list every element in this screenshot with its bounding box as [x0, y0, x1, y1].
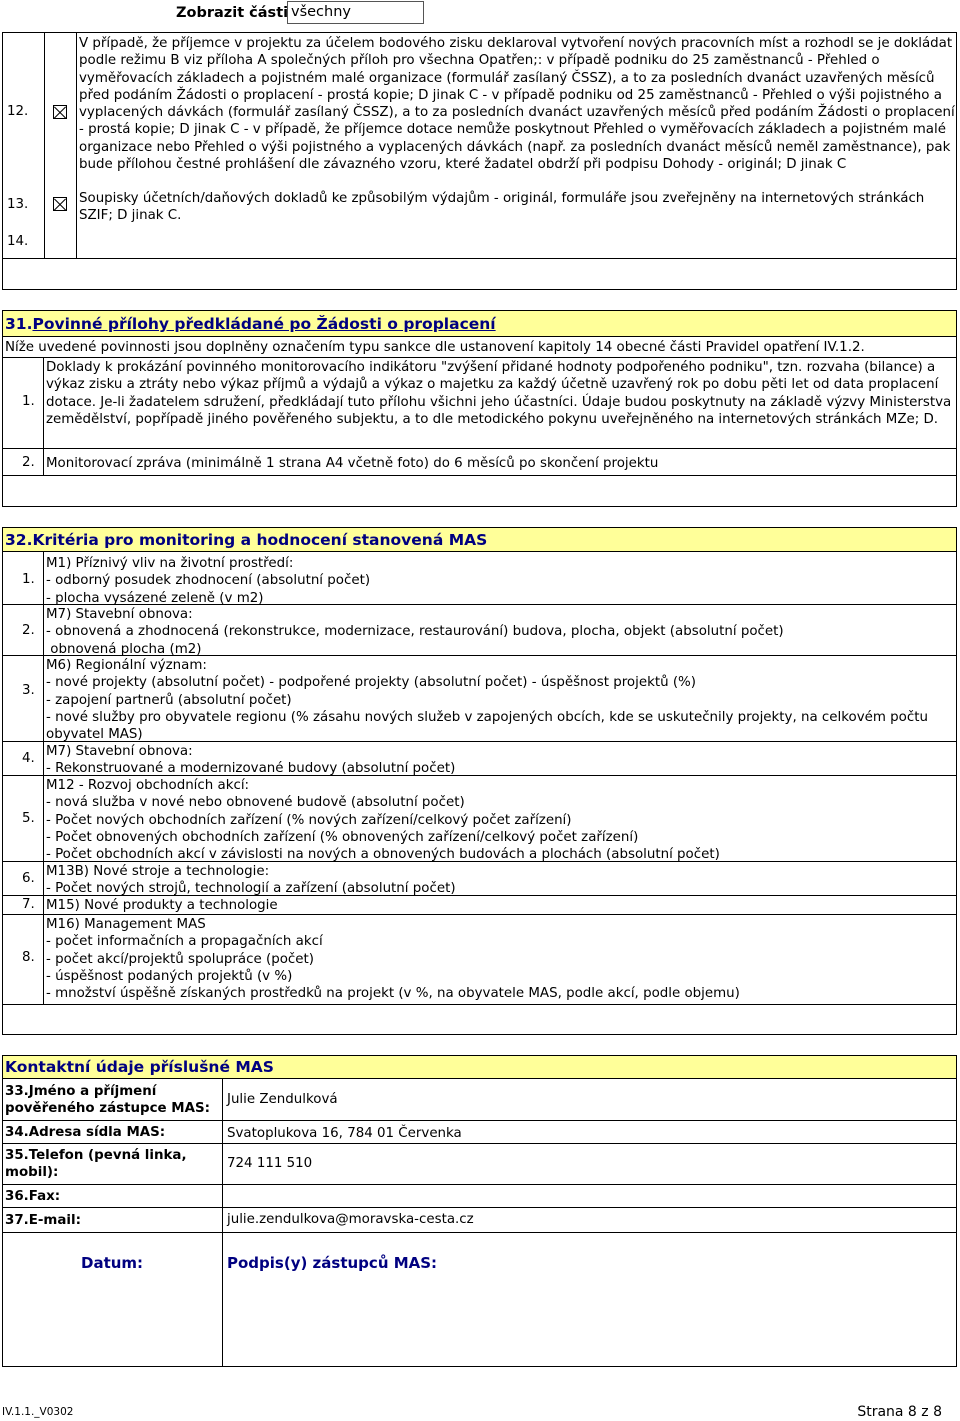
- criteria-line: - úspěšnost podaných projektů (v %): [46, 968, 293, 984]
- section-31-title: 31.Povinné přílohy předkládané po Žádosti o proplacení: [2, 310, 957, 337]
- criteria-number: 1.: [22, 571, 35, 587]
- criteria-line: M16) Management MAS: [46, 917, 206, 932]
- item-text: Doklady k prokázání povinného monitorovacího indikátoru "zvýšení přidané hodnoty podpořeného podniku", tzn. rozvaha (bilance) a výkaz zisku a ztráty nebo výkaz příjmů a výdajů a výkaz o majetku za každý účetně uzavřený rok po dobu pěti let od data proplacení dotace. Je-li žadatelem sdružení, předkládají tuto přílohu všichni jeho účastníci. Údaje budou poskytnuty na základě výzvy Ministerstva zemědělství, popřípadě jiného pověřeného subjektu, a to dle metodického pokynu uveřejněného na internetových stránkách MZe; D.: [46, 360, 952, 427]
- criteria-line: - nové služby pro obyvatele regionu (% zásahu nových služeb v zapojených obcích, kde se uskutečnily projekty, na celkovém počtu obyvatel MAS): [46, 709, 933, 743]
- filter-label: Zobrazit části: [176, 5, 289, 21]
- contact-value-email: julie.zendulkova@moravska-cesta.cz: [227, 1212, 474, 1227]
- section-32-title: 32.Kritéria pro monitoring a hodnocení stanovená MAS: [2, 527, 957, 552]
- date-label: Datum:: [81, 1254, 144, 1272]
- footer-page: Strana 8 z 8: [857, 1404, 942, 1420]
- item-text: Soupisky účetních/daňových dokladů ke způsobilým výdajům - originál, formuláře jsou zveřejněny na internetových stránkách SZIF; D jinak C.: [79, 191, 925, 224]
- criteria-line: - množství úspěšně získaných prostředků na projekt (v %, na obyvatele MAS, podle akcí, podle objemu): [46, 986, 740, 1002]
- contact-label-phone: 35.Telefon (pevná linka, mobil):: [5, 1148, 187, 1180]
- criteria-number: 6.: [22, 871, 35, 887]
- criteria-line: obnovená plocha (m2): [46, 641, 202, 657]
- criteria-line: - obnovená a zhodnocená (rekonstrukce, modernizace, restaurování) budova, plocha, objekt (absolutní počet): [46, 624, 784, 640]
- contact-label-address: 34.Adresa sídla MAS:: [5, 1125, 166, 1140]
- criteria-number: 2.: [22, 622, 35, 638]
- item-number: 13.: [7, 197, 29, 212]
- contact-value-name: Julie Zendulková: [227, 1092, 338, 1107]
- checkbox-checked-icon[interactable]: [53, 105, 67, 119]
- criteria-line: - Počet nových strojů, technologií a zařízení (absolutní počet): [46, 881, 456, 897]
- section-32-title-text: Kritéria pro monitoring a hodnocení stanovená MAS: [32, 531, 488, 549]
- item-number: 14.: [7, 234, 29, 249]
- criteria-line: - nové projekty (absolutní počet) - podpořené projekty (absolutní počet) - úspěšnost projektů (%): [46, 675, 696, 691]
- criteria-line: - Počet nových obchodních zařízení (% nových zařízení/celkový počet zařízení): [46, 812, 572, 828]
- criteria-line: - nová služba v nové nebo obnovené budově (absolutní počet): [46, 795, 465, 811]
- section-31-title-text: Povinné přílohy předkládané po Žádosti o proplacení: [32, 315, 496, 333]
- contact-value-phone: 724 111 510: [227, 1156, 313, 1171]
- contact-label-name: 33.Jméno a příjmení pověřeného zástupce MAS:: [5, 1084, 210, 1116]
- contact-value-address: Svatoplukova 16, 784 01 Červenka: [227, 1126, 462, 1141]
- criteria-line: - Počet obnovených obchodních zařízení (% obnovených zařízení/celkový počet zařízení): [46, 829, 639, 845]
- item-number: 1.: [22, 394, 35, 409]
- section-31-note: Níže uvedené povinnosti jsou doplněny označením typu sankce dle ustanovení kapitoly 14 obecné části Pravidel opatření IV.1.2.: [5, 340, 865, 355]
- signature-label: Podpis(y) zástupců MAS:: [227, 1254, 438, 1272]
- item-text: Monitorovací zpráva (minimálně 1 strana A4 včetně foto) do 6 měsíců po skončení projektu: [46, 456, 659, 471]
- criteria-line: - odborný posudek zhodnocení (absolutní počet): [46, 573, 371, 589]
- criteria-line: M7) Stavební obnova:: [46, 607, 193, 622]
- footer-code: IV.1.1._V0302: [2, 1406, 74, 1418]
- criteria-line: - plocha vysázené zeleně (v m2): [46, 590, 264, 606]
- criteria-line: M7) Stavební obnova:: [46, 744, 193, 759]
- criteria-number: 8.: [22, 950, 35, 966]
- criteria-line: - Rekonstruované a modernizované budovy (absolutní počet): [46, 761, 456, 777]
- criteria-line: - zapojení partnerů (absolutní počet): [46, 692, 292, 708]
- criteria-number: 4.: [22, 751, 35, 767]
- criteria-number: 5.: [22, 811, 35, 827]
- criteria-line: M1) Příznivý vliv na životní prostředí:: [46, 556, 294, 571]
- criteria-line: M15) Nové produkty a technologie: [46, 898, 278, 913]
- contact-label-email: 37.E-mail:: [5, 1213, 81, 1228]
- criteria-number: 3.: [22, 682, 35, 698]
- checkbox-checked-icon[interactable]: [53, 197, 67, 211]
- filter-select[interactable]: všechny: [287, 1, 424, 24]
- contacts-frame: [2, 1079, 957, 1367]
- item-number: 2.: [22, 455, 35, 470]
- criteria-line: - počet informačních a propagačních akcí: [46, 934, 323, 950]
- criteria-line: - Počet obchodních akcí v závislosti na nových a obnovených budovách a plochách (absolutní počet): [46, 847, 720, 863]
- item-number: 12.: [7, 104, 29, 119]
- criteria-line: - počet akcí/projektů spolupráce (počet): [46, 951, 314, 967]
- item-text: V případě, že příjemce v projektu za účelem bodového zisku deklaroval vytvoření nových pracovních míst a rozhodl se je dokládat podle režimu B viz příloha A společných příloh pro všechna Opatřen;: v případě podniku do 25 zaměstnanců - Přehled o vyměřovacích základech a pojistném malé organizace (formulář zasílaný ČSSZ), a to za posledních dvanáct uzavřených měsíců před podáním Žádosti o proplacení - prostá kopie; D jinak C - v případě podniku od 25 zaměstnanců - Přehled o výši pojistného a vyplacených dávkách (formulář zasílaný ČSSZ), a to za posledních dvanáct uzavřených měsíců před podáním Žádosti o proplacení - prostá kopie; D jinak C - v případě, že příjemce dotace nemůže poskytnout Přehled o vyměřovacích základech a pojistném malé organizace nebo Přehled o výši pojistného a vyplacených dávkách (např. za posledních dvanáct měsíců neměl zaměstnance), pak bude přílohou čestné prohlášení dle závazného vzoru, které žadatel obdrží při podpisu Dohody - originál; D jinak C: [79, 36, 955, 173]
- criteria-line: M12 - Rozvoj obchodních akcí:: [46, 778, 250, 793]
- criteria-line: M13B) Nové stroje a technologie:: [46, 864, 270, 879]
- criteria-number: 7.: [22, 896, 35, 912]
- contacts-title: Kontaktní údaje příslušné MAS: [2, 1055, 957, 1079]
- criteria-line: M6) Regionální význam:: [46, 658, 207, 673]
- contact-label-fax: 36.Fax:: [5, 1189, 61, 1204]
